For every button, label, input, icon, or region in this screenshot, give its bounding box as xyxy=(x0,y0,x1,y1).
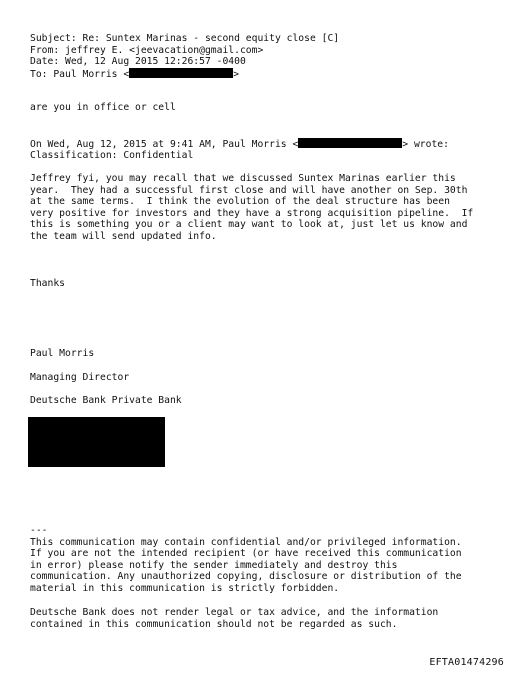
quoted-body-line: the team will send updated info. xyxy=(30,230,217,242)
separator: --- xyxy=(30,525,48,536)
disclaimer-line: This communication may contain confidential and/or privileged information. xyxy=(30,536,462,548)
from-line: From: jeffrey E. <jeevacation@gmail.com> xyxy=(30,44,264,56)
quoted-body xyxy=(30,173,473,243)
disclaimer-line: material in this communication is strictly forbidden. xyxy=(30,582,340,594)
advice-line: contained in this communication should not be regarded as such. xyxy=(30,618,398,630)
signature-title: Managing Director xyxy=(30,372,130,383)
quoted-body-line: this is something you or a client may want to look at, just let us know and xyxy=(30,219,468,231)
thanks-line: Thanks xyxy=(30,278,65,289)
reply-text: are you in office or cell xyxy=(30,102,176,113)
quoted-on-prefix: On Wed, Aug 12, 2015 at 9:41 AM, Paul Morris < xyxy=(30,139,299,150)
signature-company: Deutsche Bank Private Bank xyxy=(30,395,182,406)
redacted-signature-block xyxy=(28,417,165,467)
document-id: EFTA01474296 xyxy=(429,657,504,669)
quoted-body-line: Jeffrey fyi, you may recall that we discussed Suntex Marinas earlier this xyxy=(30,173,456,184)
disclaimer-line: in error) please notify the sender immediately and destroy this xyxy=(30,559,398,571)
redacted-email xyxy=(129,68,233,78)
disclaimer-line: If you are not the intended recipient (or have received this communication xyxy=(30,548,462,560)
date-line: Date: Wed, 12 Aug 2015 12:26:57 -0400 xyxy=(30,56,246,68)
advice-line: Deutsche Bank does not render legal or tax advice, and the information xyxy=(30,607,439,618)
to-suffix: > xyxy=(233,68,239,80)
tax-advice-notice xyxy=(30,607,438,630)
quoted-header xyxy=(30,138,449,161)
quoted-body-line: at the same terms. I think the evolution of the deal structure has been xyxy=(30,196,450,208)
email-header xyxy=(30,33,339,79)
to-line xyxy=(30,68,339,80)
redacted-email xyxy=(298,138,402,148)
quoted-on-line xyxy=(30,138,449,150)
signature-name: Paul Morris xyxy=(30,348,95,359)
quoted-body-line: year. They had a successful first close and will have another on Sep. 30th xyxy=(30,184,468,196)
to-prefix: To: Paul Morris < xyxy=(30,68,130,80)
disclaimer xyxy=(30,525,462,595)
classification-line: Classification: Confidential xyxy=(30,149,194,161)
reply-body xyxy=(30,102,176,114)
quoted-body-line: very positive for investors and they have a strong acquisition pipeline. If xyxy=(30,207,474,219)
disclaimer-line: communication. Any unauthorized copying, disclosure or distribution of the xyxy=(30,571,462,583)
quoted-on-suffix: > wrote: xyxy=(402,139,449,150)
subject-line: Subject: Re: Suntex Marinas - second equity close [C] xyxy=(30,33,340,44)
